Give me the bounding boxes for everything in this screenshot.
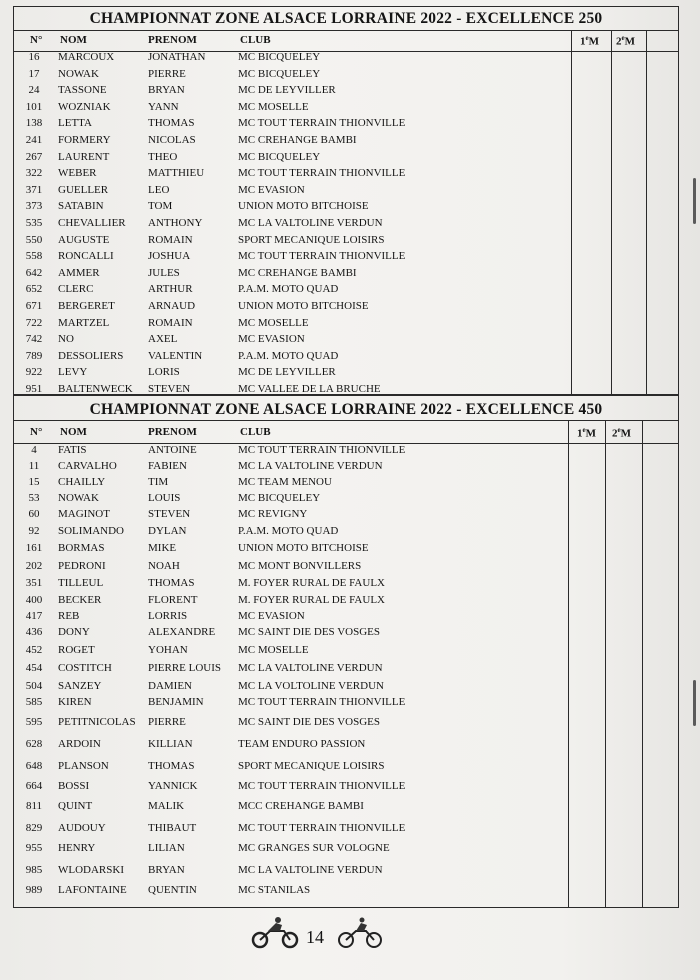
rider-first-name: FABIEN — [148, 460, 187, 472]
rider-last-name: COSTITCH — [58, 662, 112, 674]
rider-last-name: SOLIMANDO — [58, 525, 124, 537]
rider-last-name: MARTZEL — [58, 316, 110, 329]
binder-mark — [693, 680, 696, 726]
header-nom: NOM — [60, 34, 87, 46]
rider-club: MC MOSELLE — [238, 644, 309, 656]
rider-last-name: KIREN — [58, 696, 92, 708]
rider-number: 202 — [25, 560, 43, 572]
rider-last-name: PETITNICOLAS — [58, 716, 136, 728]
rider-first-name: THEO — [148, 150, 178, 163]
rider-club: MC LA VALTOLINE VERDUN — [238, 864, 383, 876]
divider — [14, 420, 678, 421]
rider-first-name: NOAH — [148, 560, 180, 572]
rider-last-name: NOWAK — [58, 492, 99, 504]
rider-first-name: DAMIEN — [148, 680, 192, 692]
rider-number: 101 — [25, 100, 43, 113]
rider-first-name: JONATHAN — [148, 51, 206, 63]
rider-first-name: LORIS — [148, 366, 180, 379]
rider-last-name: TASSONE — [58, 84, 107, 97]
rider-number: 373 — [25, 200, 43, 213]
divider — [14, 30, 678, 31]
rider-first-name: BRYAN — [148, 84, 185, 97]
rider-number: 351 — [25, 577, 43, 589]
rider-first-name: BENJAMIN — [148, 696, 204, 708]
header-club: CLUB — [240, 34, 271, 46]
rider-first-name: YANN — [148, 100, 179, 113]
rider-first-name: PIERRE — [148, 67, 186, 80]
header-1st-manche: 1eM — [580, 34, 599, 48]
rider-first-name: TIM — [148, 476, 169, 488]
rider-number: 829 — [25, 822, 43, 834]
rider-last-name: LAURENT — [58, 150, 110, 163]
rider-club: UNION MOTO BITCHOISE — [238, 200, 369, 213]
rider-first-name: QUENTIN — [148, 884, 197, 896]
section-excellence-450 — [14, 396, 678, 908]
rider-club: MC TOUT TERRAIN THIONVILLE — [238, 250, 406, 263]
rider-number: 241 — [25, 134, 43, 146]
rider-club: MC TOUT TERRAIN THIONVILLE — [238, 117, 406, 130]
rider-number: 322 — [25, 167, 43, 180]
rider-first-name: FLORENT — [148, 594, 198, 606]
rider-first-name: AXEL — [148, 333, 178, 346]
rider-club: M. FOYER RURAL DE FAULX — [238, 594, 385, 606]
rider-first-name: LEO — [148, 183, 170, 196]
rider-first-name: YOHAN — [148, 644, 188, 656]
rider-last-name: BOSSI — [58, 780, 90, 792]
rider-club: MC DE LEYVILLER — [238, 366, 336, 379]
header-1st-manche: 1eM — [577, 426, 596, 440]
rider-first-name: TOM — [148, 200, 173, 213]
rider-number: 955 — [25, 842, 43, 854]
rider-first-name: STEVEN — [148, 383, 191, 395]
rider-number: 138 — [25, 117, 43, 130]
rider-first-name: DYLAN — [148, 525, 187, 537]
rider-first-name: ALEXANDRE — [148, 626, 216, 638]
rider-first-name: VALENTIN — [148, 349, 203, 362]
rider-number: 15 — [28, 476, 40, 488]
rider-number: 595 — [25, 716, 43, 728]
rider-number: 642 — [25, 266, 43, 279]
rider-number: 452 — [25, 644, 43, 656]
rider-club: MC LA VALTOLINE VERDUN — [238, 217, 383, 229]
rider-first-name: JULES — [148, 266, 180, 279]
rider-club: MC BICQUELEY — [238, 150, 321, 163]
rider-club: MC EVASION — [238, 333, 305, 346]
rider-number: 585 — [25, 696, 43, 708]
rider-number: 951 — [25, 383, 43, 395]
rider-first-name: THOMAS — [148, 117, 195, 130]
column-divider — [646, 30, 647, 395]
rider-last-name: DESSOLIERS — [58, 349, 124, 362]
rider-last-name: MARCOUX — [58, 51, 115, 63]
rider-club: SPORT MECANIQUE LOISIRS — [238, 233, 385, 246]
rider-club: SPORT MECANIQUE LOISIRS — [238, 760, 385, 772]
rider-first-name: LILIAN — [148, 842, 185, 854]
rider-club: MC DE LEYVILLER — [238, 84, 336, 97]
rider-number: 671 — [25, 300, 43, 312]
rider-first-name: ROMAIN — [148, 316, 193, 329]
rider-first-name: ROMAIN — [148, 233, 193, 246]
rider-last-name: FATIS — [58, 444, 87, 456]
column-divider — [571, 30, 572, 395]
rider-number: 4 — [31, 444, 37, 456]
rider-last-name: CARVALHO — [58, 460, 117, 472]
rider-number: 17 — [28, 67, 40, 80]
rider-last-name: MAGINOT — [58, 508, 110, 520]
rider-first-name: MATTHIEU — [148, 167, 205, 180]
rider-last-name: CHAILLY — [58, 476, 106, 488]
rider-first-name: LOUIS — [148, 492, 181, 504]
rider-first-name: THIBAUT — [148, 822, 197, 834]
rider-number: 24 — [28, 84, 40, 97]
section-excellence-250 — [14, 7, 678, 395]
binder-mark — [693, 178, 696, 224]
rider-last-name: HENRY — [58, 842, 96, 854]
rider-last-name: WLODARSKI — [58, 864, 124, 876]
rider-first-name: ANTHONY — [148, 217, 203, 229]
rider-number: 454 — [25, 662, 43, 674]
rider-number: 60 — [28, 508, 40, 520]
rider-club: MC REVIGNY — [238, 508, 308, 520]
rider-last-name: TILLEUL — [58, 577, 104, 589]
rider-number: 648 — [25, 760, 43, 772]
rider-club: P.A.M. MOTO QUAD — [238, 349, 339, 362]
rider-number: 628 — [25, 738, 43, 750]
section-title: CHAMPIONNAT ZONE ALSACE LORRAINE 2022 - EXCELLENCE 250 — [89, 10, 603, 27]
rider-number: 664 — [25, 780, 43, 792]
rider-first-name: YANNICK — [148, 780, 198, 792]
rider-number: 161 — [25, 542, 43, 554]
rider-club: MC TOUT TERRAIN THIONVILLE — [238, 167, 406, 180]
column-divider — [642, 420, 643, 907]
rider-last-name: LETTA — [58, 117, 92, 130]
rider-last-name: WOZNIAK — [58, 100, 111, 113]
rider-last-name: RONCALLI — [58, 250, 114, 263]
rider-last-name: NO — [58, 333, 74, 346]
rider-first-name: STEVEN — [148, 508, 191, 520]
rider-number: 742 — [25, 333, 43, 346]
header-prenom: PRENOM — [148, 34, 197, 46]
header-prenom: PRENOM — [148, 426, 197, 438]
rider-last-name: PLANSON — [58, 760, 109, 772]
rider-first-name: ARNAUD — [148, 300, 196, 312]
rider-last-name: BORMAS — [58, 542, 105, 554]
header-club: CLUB — [240, 426, 271, 438]
rider-club: MC TOUT TERRAIN THIONVILLE — [238, 444, 406, 456]
rider-club: UNION MOTO BITCHOISE — [238, 542, 369, 554]
rider-club: P.A.M. MOTO QUAD — [238, 525, 339, 537]
rider-number: 535 — [25, 217, 43, 229]
rider-club: MC TOUT TERRAIN THIONVILLE — [238, 696, 406, 708]
rider-club: MC TOUT TERRAIN THIONVILLE — [238, 822, 406, 834]
rider-first-name: BRYAN — [148, 864, 185, 876]
rider-first-name: PIERRE LOUIS — [148, 662, 222, 674]
rider-club: MCC CREHANGE BAMBI — [238, 800, 364, 812]
rider-number: 53 — [28, 492, 40, 504]
rider-club: UNION MOTO BITCHOISE — [238, 300, 369, 312]
section-title: CHAMPIONNAT ZONE ALSACE LORRAINE 2022 - EXCELLENCE 450 — [89, 401, 603, 418]
rider-last-name: AUGUSTE — [58, 233, 110, 246]
rider-first-name: ARTHUR — [148, 283, 193, 296]
rider-number: 652 — [25, 283, 43, 296]
rider-number: 504 — [25, 680, 43, 692]
rider-last-name: NOWAK — [58, 67, 99, 80]
rider-last-name: BALTENWECK — [58, 383, 133, 395]
rider-number: 789 — [25, 349, 43, 362]
rider-club: MC SAINT DIE DES VOSGES — [238, 626, 381, 638]
rider-club: MC MONT BONVILLERS — [238, 560, 362, 572]
rider-club: MC EVASION — [238, 610, 305, 622]
rider-club: MC MOSELLE — [238, 316, 309, 329]
rider-last-name: CLERC — [58, 283, 94, 296]
rider-club: MC EVASION — [238, 183, 305, 196]
rider-last-name: FORMERY — [58, 134, 111, 146]
rider-club: TEAM ENDURO PASSION — [238, 738, 366, 750]
rider-number: 722 — [25, 316, 43, 329]
rider-club: M. FOYER RURAL DE FAULX — [238, 577, 385, 589]
rider-last-name: ARDOIN — [58, 738, 101, 750]
rider-last-name: LAFONTAINE — [58, 884, 127, 896]
header-num: N° — [30, 34, 43, 46]
rider-last-name: BERGERET — [58, 300, 115, 312]
rider-club: MC STANILAS — [238, 884, 311, 896]
rider-first-name: KILLIAN — [148, 738, 193, 750]
rider-club: MC LA VOLTOLINE VERDUN — [238, 680, 384, 692]
column-divider — [568, 420, 569, 907]
rider-last-name: ROGET — [58, 644, 95, 656]
rider-number: 371 — [25, 183, 43, 196]
rider-club: MC BICQUELEY — [238, 492, 321, 504]
rider-last-name: REB — [58, 610, 80, 622]
rider-last-name: GUELLER — [58, 183, 109, 196]
rider-club: MC TOUT TERRAIN THIONVILLE — [238, 780, 406, 792]
rider-first-name: MALIK — [148, 800, 185, 812]
rider-club: P.A.M. MOTO QUAD — [238, 283, 339, 296]
rider-club: MC VALLEE DE LA BRUCHE — [238, 383, 381, 395]
rider-last-name: AUDOUY — [58, 822, 106, 834]
rider-number: 922 — [25, 366, 43, 379]
rider-last-name: SANZEY — [58, 680, 102, 692]
rider-number: 811 — [25, 800, 43, 812]
rider-last-name: BECKER — [58, 594, 102, 606]
rider-first-name: MIKE — [148, 542, 177, 554]
rider-club: MC LA VALTOLINE VERDUN — [238, 460, 383, 472]
rider-last-name: DONY — [58, 626, 90, 638]
rider-number: 92 — [28, 525, 40, 537]
header-2nd-manche: 2eM — [616, 34, 635, 48]
rider-last-name: SATABIN — [58, 200, 104, 213]
header-nom: NOM — [60, 426, 87, 438]
rider-number: 558 — [25, 250, 43, 263]
header-num: N° — [30, 426, 43, 438]
rider-number: 550 — [25, 233, 43, 246]
rider-number: 11 — [28, 460, 40, 472]
rider-number: 989 — [25, 884, 43, 896]
rider-first-name: THOMAS — [148, 760, 195, 772]
rider-last-name: CHEVALLIER — [58, 217, 126, 229]
rider-first-name: JOSHUA — [148, 250, 191, 263]
rider-club: MC MOSELLE — [238, 100, 309, 113]
rider-number: 436 — [25, 626, 43, 638]
rider-club: MC BICQUELEY — [238, 67, 321, 80]
rider-first-name: PIERRE — [148, 716, 186, 728]
rider-first-name: ANTOINE — [148, 444, 197, 456]
rider-number: 267 — [25, 150, 43, 163]
rider-club: MC CREHANGE BAMBI — [238, 134, 357, 146]
rider-number: 985 — [25, 864, 43, 876]
rider-last-name: AMMER — [58, 266, 100, 279]
column-divider — [605, 420, 606, 907]
rider-club: MC CREHANGE BAMBI — [238, 266, 357, 279]
rider-number: 417 — [25, 610, 43, 622]
rider-club: MC SAINT DIE DES VOSGES — [238, 716, 381, 728]
rider-first-name: NICOLAS — [148, 134, 196, 146]
motocross-bike-icon — [336, 917, 384, 949]
rider-club: MC TEAM MENOU — [238, 476, 332, 488]
rider-last-name: QUINT — [58, 800, 93, 812]
rider-last-name: PEDRONI — [58, 560, 106, 572]
quad-bike-icon — [250, 915, 302, 949]
footer — [250, 915, 450, 955]
rider-club: MC LA VALTOLINE VERDUN — [238, 662, 383, 674]
header-2nd-manche: 2eM — [612, 426, 631, 440]
rider-number: 400 — [25, 594, 43, 606]
rider-number: 16 — [28, 51, 40, 63]
rider-last-name: LEVY — [58, 366, 88, 379]
rider-first-name: LORRIS — [148, 610, 188, 622]
page-number: 14 — [306, 927, 324, 947]
rider-last-name: WEBER — [58, 167, 97, 180]
column-divider — [611, 30, 612, 395]
rider-first-name: THOMAS — [148, 577, 195, 589]
rider-club: MC BICQUELEY — [238, 51, 321, 63]
rider-club: MC GRANGES SUR VOLOGNE — [238, 842, 390, 854]
